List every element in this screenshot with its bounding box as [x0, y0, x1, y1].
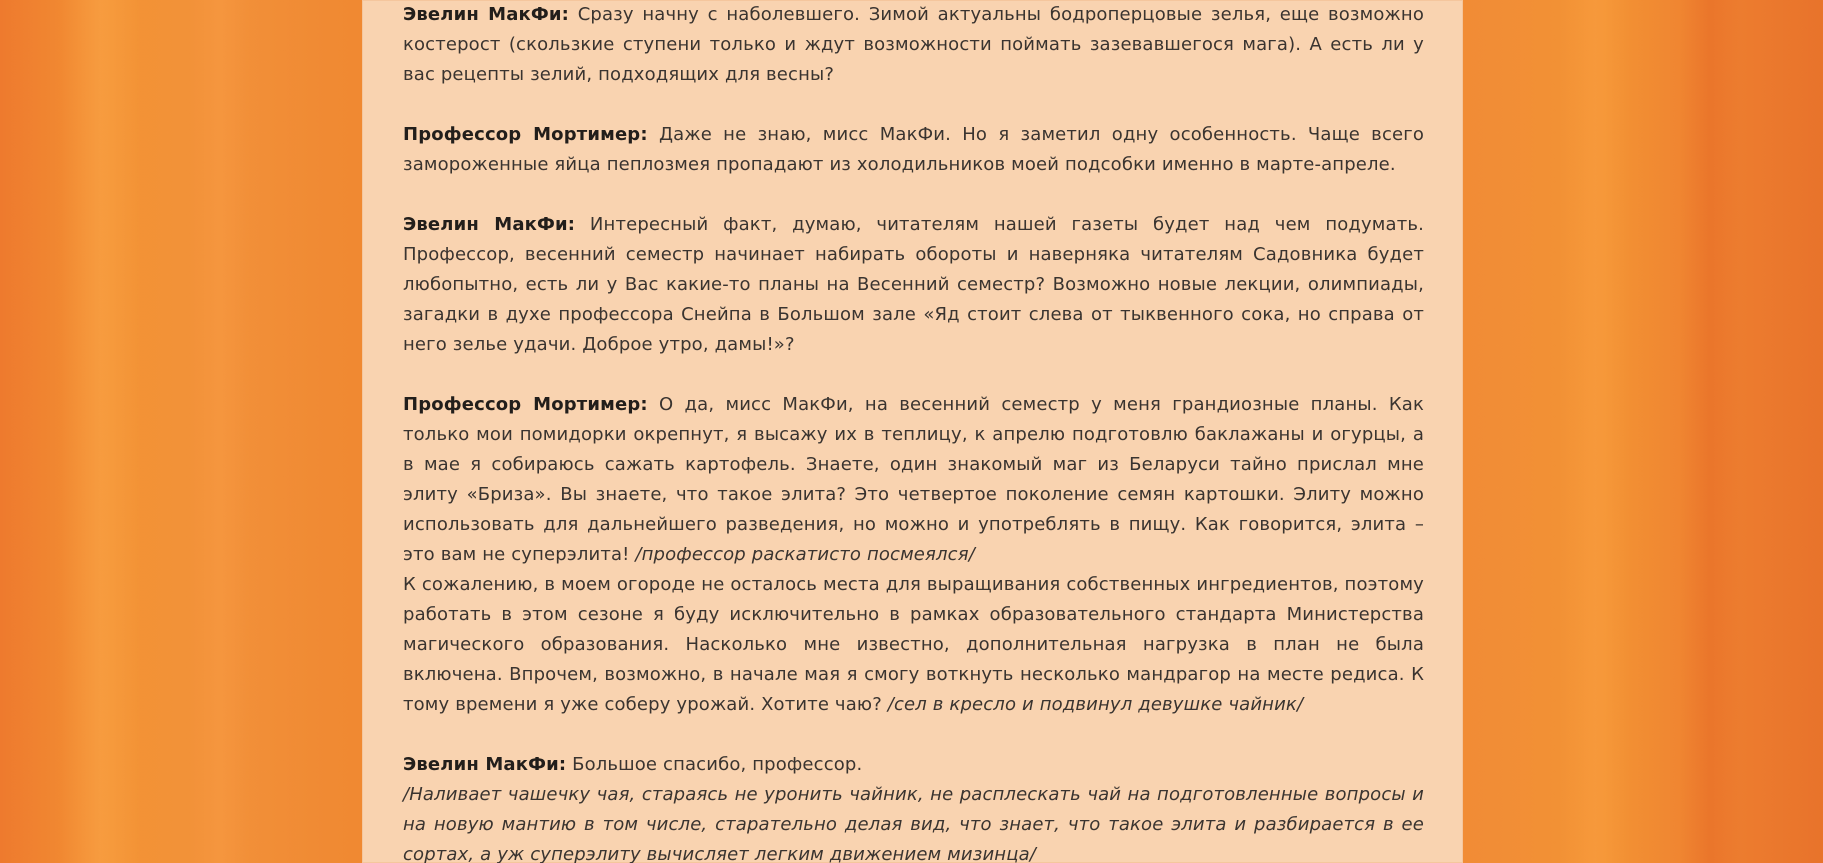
speaker-name: Эвелин МакФи: — [403, 214, 576, 235]
stage-remark: /сел в кресло и подвинул девушке чайник/ — [887, 694, 1304, 715]
paragraph-spacer — [403, 180, 1424, 210]
interview-block-answer-1 — [403, 120, 1424, 180]
speaker-name: Эвелин МакФи: — [403, 754, 567, 775]
article-panel — [362, 0, 1463, 863]
speech-text: О да, мисс МакФи, на весенний семестр у меня грандиозные планы. Как только мои помидорки окрепнут, я высажу их в теплицу, к апрелю подготовлю баклажаны и огурцы, а в мае я собираюсь сажать картофель. Знаете, один знакомый маг из Беларуси тайно прислал мне элиту «Бриза». Вы знаете, что такое элита? Это четвертое поколение семян картошки. Элиту можно использовать для дальнейшего разведения, но можно и употреблять в пищу. Как говорится, элита – это вам не суперэлита! — [403, 394, 1424, 565]
stage-remark: /профессор раскатисто посмеялся/ — [635, 544, 975, 565]
interview-block-answer-2 — [403, 390, 1424, 570]
paragraph-spacer — [403, 720, 1424, 750]
interview-block-question-3 — [403, 750, 1424, 780]
speech-text: Сразу начну с наболевшего. Зимой актуальны бодроперцовые зелья, еще возможно костерост (скользкие ступени только и ждут возможности поймать зазевавшегося мага). А есть ли у вас рецепты зелий, подходящих для весны? — [403, 4, 1424, 85]
background-texture — [1560, 0, 1630, 863]
speech-text: Даже не знаю, мисс МакФи. Но я заметил одну особенность. Чаще всего замороженные яйца пеплозмея пропадают из холодильников моей подсобки именно в марте-апреле. — [403, 124, 1424, 175]
speech-text: Большое спасибо, профессор. — [566, 754, 863, 775]
interview-block-answer-2-continuation — [403, 570, 1424, 720]
background-texture — [190, 0, 250, 863]
speaker-name: Эвелин МакФи: — [403, 4, 570, 25]
interview-article — [403, 0, 1424, 863]
speech-text: К сожалению, в моем огороде не осталось места для выращивания собственных ингредиентов, поэтому работать в этом сезоне я буду исключительно в рамках образовательного стандарта Министерства магического образования. Насколько мне известно, дополнительная нагрузка в план не была включена. Впрочем, возможно, в начале мая я смогу воткнуть несколько мандрагор на месте редиса. К тому времени я уже соберу урожай. Хотите чаю? — [403, 574, 1424, 715]
interview-block-question-1 — [403, 0, 1424, 90]
speech-text: Интересный факт, думаю, читателям нашей газеты будет над чем подумать. Профессор, весенний семестр начинает набирать обороты и наверняка читателям Садовника будет любопытно, есть ли у Вас какие-то планы на Весенний семестр? Возможно новые лекции, олимпиады, загадки в духе профессора Снейпа в Большом зале «Яд стоит слева от тыквенного сока, но справа от него зелье удачи. Доброе утро, дамы!»? — [403, 214, 1424, 355]
speaker-name: Профессор Мортимер: — [403, 124, 648, 145]
interview-block-question-2 — [403, 210, 1424, 360]
speaker-name: Профессор Мортимер: — [403, 394, 648, 415]
background-texture — [1680, 0, 1740, 863]
stage-remark: /Наливает чашечку чая, стараясь не уронить чайник, не расплескать чай на подготовленные вопросы и на новую мантию в том числе, старательно делая вид, что знает, что такое элита и разбирается в ее сортах, а уж суперэлиту вычисляет легким движением мизинца/ — [403, 784, 1424, 863]
paragraph-spacer — [403, 360, 1424, 390]
background-texture — [60, 0, 140, 863]
paragraph-spacer — [403, 90, 1424, 120]
